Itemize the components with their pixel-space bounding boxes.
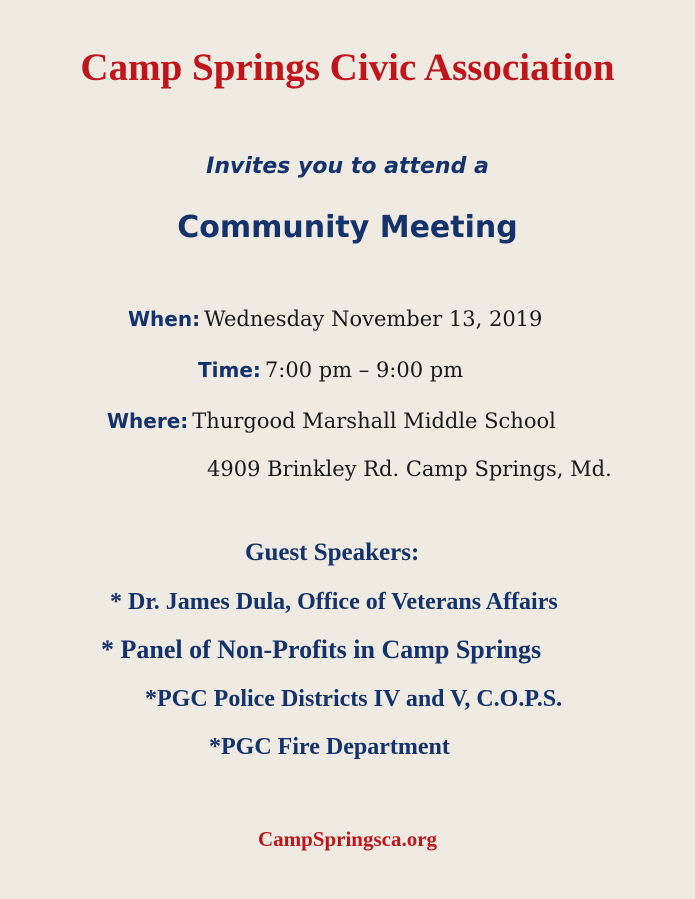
where-value-line2: 4909 Brinkley Rd. Camp Springs, Md. [207, 457, 612, 481]
when-label: When: [128, 307, 201, 331]
time-value: 7:00 pm – 9:00 pm [264, 358, 464, 382]
association-title: Camp Springs Civic Association [80, 46, 615, 89]
speaker-item: * Dr. James Dula, Office of Veterans Affairs [110, 589, 558, 615]
when-row [128, 304, 542, 334]
invitation-line: Invites you to attend a [206, 154, 489, 179]
where-value-line1: Thurgood Marshall Middle School [192, 409, 556, 433]
speaker-item: * Panel of Non-Profits in Camp Springs [101, 635, 542, 664]
event-name: Community Meeting [177, 210, 518, 245]
speaker-item: *PGC Fire Department [209, 734, 450, 760]
website-link[interactable]: CampSpringsca.org [257, 827, 438, 851]
where-label: Where: [107, 409, 189, 433]
speaker-item: *PGC Police Districts IV and V, C.O.P.S. [145, 686, 563, 712]
when-value: Wednesday November 13, 2019 [204, 307, 543, 331]
guest-speakers-heading: Guest Speakers: [245, 539, 420, 566]
where-row [107, 406, 556, 436]
time-row [198, 355, 463, 385]
time-label: Time: [198, 358, 261, 382]
